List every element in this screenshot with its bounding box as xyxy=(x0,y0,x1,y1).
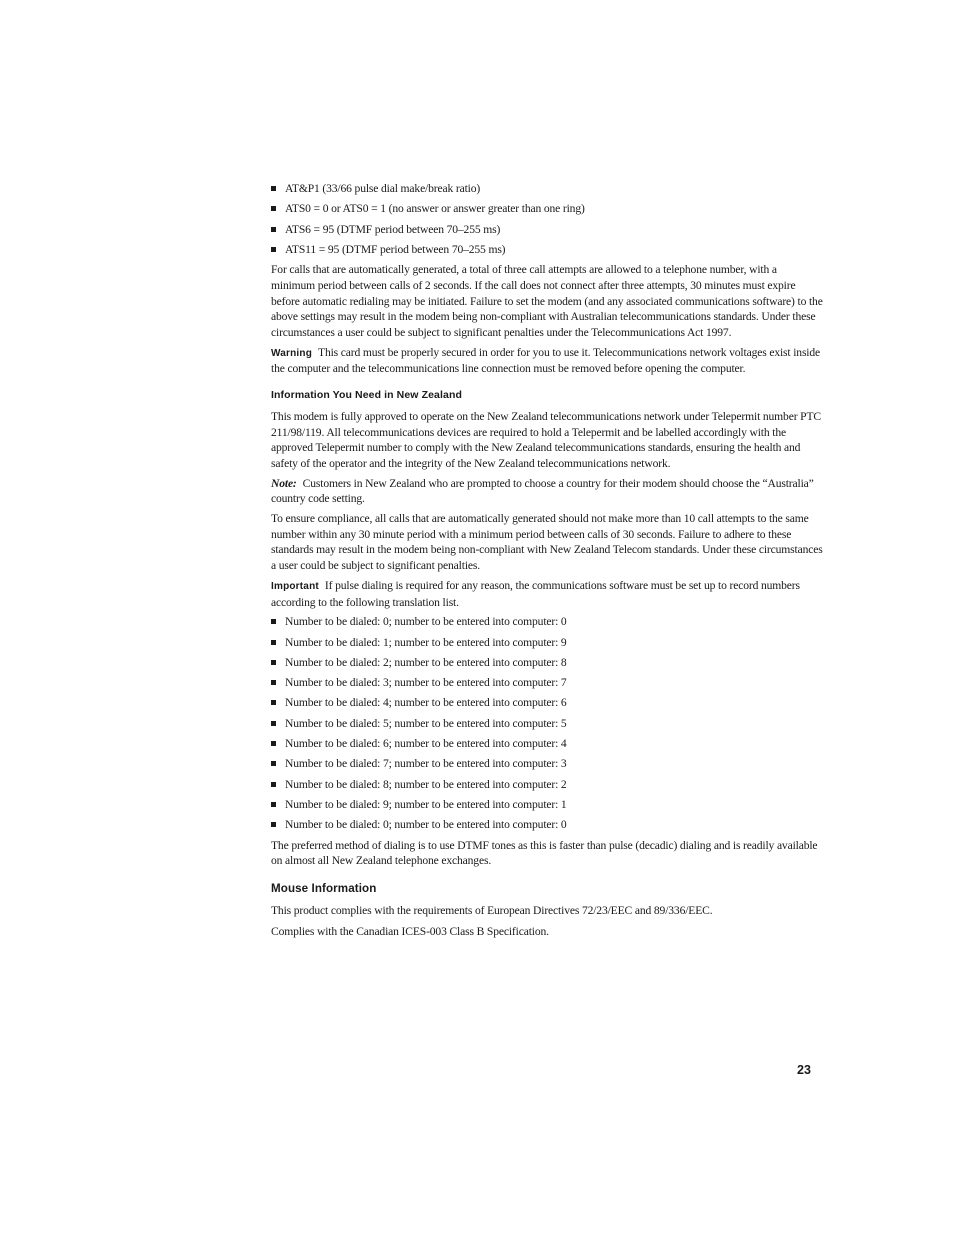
list-item-text: AT&P1 (33/66 pulse dial make/break ratio) xyxy=(285,182,481,195)
list-item xyxy=(271,695,823,711)
list-item xyxy=(271,756,823,772)
list-item-text: Number to be dialed: 9; number to be entered into computer: 1 xyxy=(285,797,567,811)
list-item-text: ATS0 = 0 or ATS0 = 1 (no answer or answer greater than one ring) xyxy=(285,202,585,216)
modem-settings-list xyxy=(271,181,823,258)
bullet-square-icon xyxy=(271,640,276,645)
list-item-text: Number to be dialed: 1; number to be entered into computer: 9 xyxy=(285,635,567,649)
list-item xyxy=(271,222,823,238)
list-item-text: Number to be dialed: 7; number to be entered into computer: 3 xyxy=(285,757,567,771)
bullet-square-icon xyxy=(271,741,276,746)
bullet-square-icon xyxy=(271,227,276,232)
nz-heading: Information You Need in New Zealand xyxy=(271,389,462,402)
bullet-square-icon xyxy=(271,206,276,211)
mouse-paragraph: Complies with the Canadian ICES-003 Class B Specification. xyxy=(271,925,549,939)
bullet-square-icon xyxy=(271,822,276,827)
list-item xyxy=(271,201,823,217)
list-item xyxy=(271,655,823,671)
list-item xyxy=(271,817,823,833)
list-item xyxy=(271,716,823,732)
list-item-text: Number to be dialed: 5; number to be entered into computer: 5 xyxy=(285,716,567,730)
dtmf-paragraph: The preferred method of dialing is to use DTMF tones as this is faster than pulse (decadic) dialing and is readily available on almost all New Zealand telephone exchanges. xyxy=(271,838,818,868)
note-paragraph xyxy=(271,476,823,507)
important-text: If pulse dialing is required for any reason, the communications software must be set up to record numbers according to the following translation list. xyxy=(271,578,800,609)
bullet-square-icon xyxy=(271,802,276,807)
list-item xyxy=(271,675,823,691)
list-item xyxy=(271,635,823,651)
list-item xyxy=(271,797,823,813)
note-label: Note: xyxy=(271,476,297,490)
bullet-square-icon xyxy=(271,680,276,685)
warning-label: Warning xyxy=(271,347,313,359)
page-content xyxy=(271,181,823,944)
list-item-text: Number to be dialed: 4; number to be entered into computer: 6 xyxy=(285,696,567,710)
list-item-text: Number to be dialed: 0; number to be entered into computer: 0 xyxy=(285,615,567,629)
list-item xyxy=(271,181,823,197)
note-text: Customers in New Zealand who are prompted to choose a country for their modem should choose the “Australia” country code setting. xyxy=(271,476,814,506)
bullet-square-icon xyxy=(271,700,276,705)
nz-paragraph: This modem is fully approved to operate on the New Zealand telecommunications network under Telepermit number PTC 211/98/119. All telecommunications devices are required to hold a Telepermit and be labelled accordingly with the approved Telepermit number to comply with the New Zealand telecommunications standards, ensuring the health and safety of the operator and the integrity of the New Zealand telecommunications network. xyxy=(271,409,821,470)
page-number: 23 xyxy=(797,1063,811,1077)
list-item-text: Number to be dialed: 2; number to be entered into computer: 8 xyxy=(285,655,567,669)
list-item-text: Number to be dialed: 3; number to be entered into computer: 7 xyxy=(285,676,567,690)
important-paragraph xyxy=(271,578,823,610)
list-item-text: Number to be dialed: 0; number to be entered into computer: 0 xyxy=(285,818,567,832)
list-item-text: ATS11 = 95 (DTMF period between 70–255 ms) xyxy=(285,242,506,256)
bullet-square-icon xyxy=(271,247,276,252)
list-item-text: Number to be dialed: 8; number to be entered into computer: 2 xyxy=(285,777,567,791)
mouse-heading: Mouse Information xyxy=(271,881,377,895)
list-item-text: Number to be dialed: 6; number to be entered into computer: 4 xyxy=(285,737,567,751)
warning-paragraph xyxy=(271,345,823,377)
list-item xyxy=(271,777,823,793)
compliance-paragraph: To ensure compliance, all calls that are automatically generated should not make more than 10 call attempts to the same number within any 30 minute period with a minimum period between calls of 30 seconds. Failure to adhere to these standards may result in the modem being non-compliant with New Zealand Telecom standards. Under these circumstances a user could be subject to significant penalties. xyxy=(271,512,823,573)
mouse-paragraph: This product complies with the requirements of European Directives 72/23/EEC and 89/336/EEC. xyxy=(271,903,713,917)
bullet-square-icon xyxy=(271,619,276,624)
bullet-square-icon xyxy=(271,186,276,191)
australia-paragraph: For calls that are automatically generated, a total of three call attempts are allowed to a telephone number, with a minimum period between calls of 2 seconds. If the call does not connect after three attempts, 30 minutes must expire before automatic redialing may be initiated. Failure to set the modem (and any associated communications software) to the above settings may result in the modem being non-compliant with Australian telecommunications standards. Under these circumstances a user could be subject to significant penalties under the Telecommunications Act 1997. xyxy=(271,263,823,339)
list-item-text: ATS6 = 95 (DTMF period between 70–255 ms) xyxy=(285,222,501,236)
bullet-square-icon xyxy=(271,782,276,787)
bullet-square-icon xyxy=(271,660,276,665)
list-item xyxy=(271,614,823,630)
important-label: Important xyxy=(271,580,319,592)
translation-list xyxy=(271,614,823,833)
list-item xyxy=(271,736,823,752)
warning-text: This card must be properly secured in order for you to use it. Telecommunications network voltages exist inside the computer and the telecommunications line connection must be removed before opening the computer. xyxy=(271,345,821,376)
bullet-square-icon xyxy=(271,721,276,726)
bullet-square-icon xyxy=(271,761,276,766)
list-item xyxy=(271,242,823,258)
